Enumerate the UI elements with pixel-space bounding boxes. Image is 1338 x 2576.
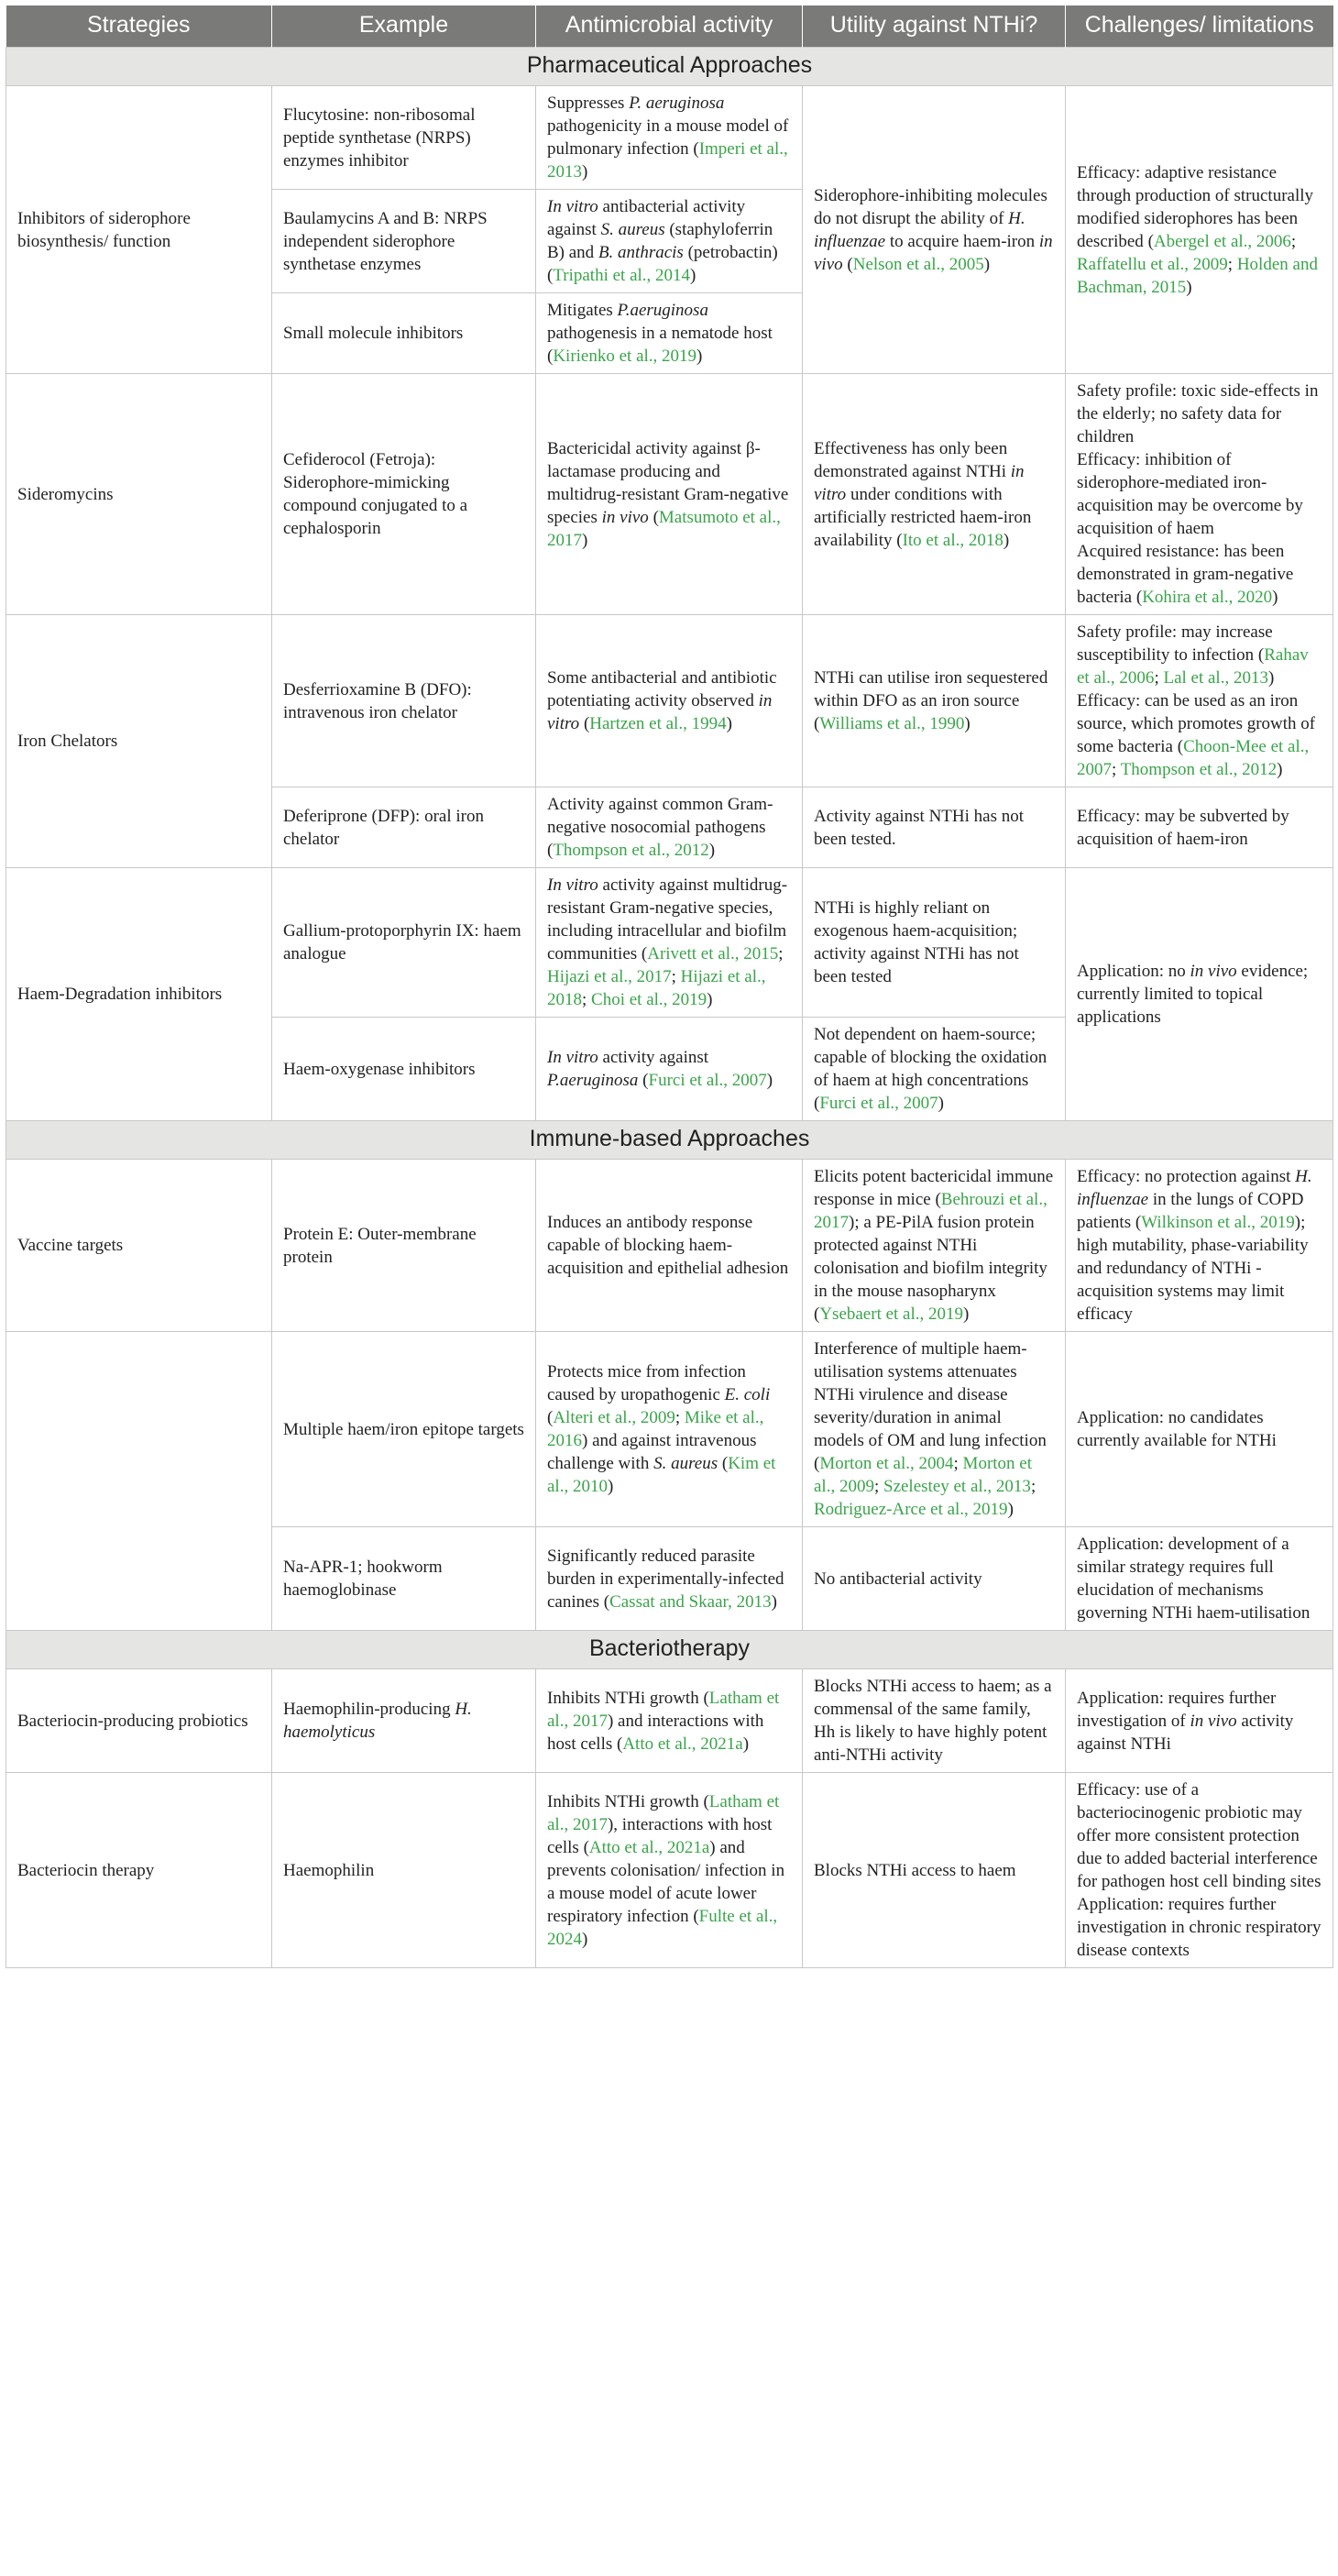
- challenge-cell: Efficacy: may be subverted by acquisition of haem-iron: [1066, 787, 1333, 868]
- reference-link[interactable]: Furci et al., 2007: [648, 1071, 767, 1090]
- example-cell: Flucytosine: non-ribosomal peptide synthetase (NRPS) enzymes inhibitor: [272, 86, 536, 190]
- example-cell: Haemophilin-producing H. haemolyticus: [272, 1669, 536, 1773]
- challenge-cell: Efficacy: use of a bacteriocinogenic probiotic may offer more consistent protection due to added bacterial interference for pathogen host cell binding sites Application: requires further investigation in chronic respiratory disease contexts: [1066, 1773, 1333, 1968]
- challenge-cell: Safety profile: toxic side-effects in the elderly; no safety data for children Efficacy: inhibition of siderophore-mediated iron-acquisition may be overcome by acquisition of haem Acquired resistance: has been demonstrated in gram-negative bacteria (Kohira et al., 2020): [1066, 374, 1333, 615]
- reference-link[interactable]: Ito et al., 2018: [902, 530, 1004, 550]
- utility-cell: Elicits potent bactericidal immune response in mice (Behrouzi et al., 2017); a PE-PilA fusion protein protected against NTHi colonisation and biofilm integrity in the mouse nasopharynx (Ysebaert et al., 2019): [803, 1160, 1066, 1332]
- strategy-cell: Bacteriocin therapy: [6, 1773, 272, 1968]
- reference-link[interactable]: Nelson et al., 2005: [852, 254, 984, 274]
- strategy-cell-empty: [6, 1332, 272, 1631]
- activity-cell: Suppresses P. aeruginosa pathogenicity in a mouse model of pulmonary infection (Imperi et al., 2013): [536, 86, 803, 190]
- utility-cell: Siderophore-inhibiting molecules do not disrupt the ability of H. influenzae to acquire haem-iron in vivo (Nelson et al., 2005): [803, 86, 1066, 374]
- utility-cell: Blocks NTHi access to haem: [803, 1773, 1066, 1968]
- reference-link[interactable]: Fulte et al., 2024: [547, 1906, 778, 1949]
- table-row: [6, 1773, 1333, 1968]
- activity-cell: Activity against common Gram-negative nosocomial pathogens (Thompson et al., 2012): [536, 787, 803, 868]
- reference-link[interactable]: Szelestey et al., 2013: [883, 1477, 1031, 1496]
- challenge-cell: Application: no in vivo evidence; currently limited to topical applications: [1066, 868, 1333, 1121]
- reference-link[interactable]: Raffatellu et al., 2009: [1077, 254, 1228, 274]
- reference-link[interactable]: Morton et al., 2004: [819, 1454, 954, 1473]
- table-row: [6, 1669, 1333, 1773]
- utility-cell: Not dependent on haem-source; capable of blocking the oxidation of haem at high concentrations (Furci et al., 2007): [803, 1018, 1066, 1121]
- reference-link[interactable]: Latham et al., 2017: [547, 1688, 780, 1731]
- strategies-table: [5, 6, 1333, 1968]
- reference-link[interactable]: Kohira et al., 2020: [1142, 588, 1273, 607]
- utility-cell: Blocks NTHi access to haem; as a commensal of the same family, Hh is likely to have highly potent anti-NTHi activity: [803, 1669, 1066, 1773]
- activity-cell: Bactericidal activity against β-lactamase producing and multidrug-resistant Gram-negative species in vivo (Matsumoto et al., 2017): [536, 374, 803, 615]
- challenge-cell: Efficacy: no protection against H. influenzae in the lungs of COPD patients (Wilkinson et al., 2019); high mutability, phase-variability and redundancy of NTHi -acquisition systems may limit efficacy: [1066, 1160, 1333, 1332]
- reference-link[interactable]: Matsumoto et al., 2017: [547, 507, 781, 550]
- table-row: [6, 86, 1333, 190]
- reference-link[interactable]: Hijazi et al., 2017: [547, 967, 672, 986]
- activity-cell: Inhibits NTHi growth (Latham et al., 2017), interactions with host cells (Atto et al., 2021a) and prevents colonisation/ infection in a mouse model of acute lower respiratory infection (Fulte et al., 2024): [536, 1773, 803, 1968]
- reference-link[interactable]: Atto et al., 2021a: [588, 1837, 710, 1857]
- reference-link[interactable]: Choon-Mee et al., 2007: [1077, 737, 1310, 779]
- challenge-cell: Efficacy: adaptive resistance through production of structurally modified siderophores has been described (Abergel et al., 2006; Raffatellu et al., 2009; Holden and Bachman, 2015): [1066, 86, 1333, 374]
- header-utility: Utility against NTHi?: [803, 6, 1066, 48]
- activity-cell: Some antibacterial and antibiotic potentiating activity observed in vitro (Hartzen et al., 1994): [536, 615, 803, 787]
- reference-link[interactable]: Imperi et al., 2013: [547, 139, 788, 182]
- strategy-cell: Sideromycins: [6, 374, 272, 615]
- activity-cell: Protects mice from infection caused by uropathogenic E. coli (Alteri et al., 2009; Mike et al., 2016) and against intravenous challenge with S. aureus (Kim et al., 2010): [536, 1332, 803, 1527]
- example-cell: Baulamycins A and B: NRPS independent siderophore synthetase enzymes: [272, 190, 536, 293]
- reference-link[interactable]: Kirienko et al., 2019: [553, 347, 697, 366]
- utility-cell: Effectiveness has only been demonstrated against NTHi in vitro under conditions with artificially restricted haem-iron availability (Ito et al., 2018): [803, 374, 1066, 615]
- table-row: [6, 1160, 1333, 1332]
- table-row: [6, 1332, 1333, 1527]
- reference-link[interactable]: Choi et al., 2019: [591, 990, 707, 1009]
- example-cell: Cefiderocol (Fetroja): Siderophore-mimicking compound conjugated to a cephalosporin: [272, 374, 536, 615]
- header-strategies: Strategies: [6, 6, 272, 48]
- section-pharmaceutical: Pharmaceutical Approaches: [6, 48, 1333, 86]
- reference-link[interactable]: Lal et al., 2013: [1163, 668, 1268, 688]
- example-cell: Haem-oxygenase inhibitors: [272, 1018, 536, 1121]
- challenge-cell: Application: development of a similar strategy requires full elucidation of mechanisms governing NTHi haem-utilisation: [1066, 1527, 1333, 1631]
- reference-link[interactable]: Behrouzi et al., 2017: [814, 1190, 1047, 1232]
- utility-cell: No antibacterial activity: [803, 1527, 1066, 1631]
- strategy-cell: Bacteriocin-producing probiotics: [6, 1669, 272, 1773]
- example-cell: Haemophilin: [272, 1773, 536, 1968]
- activity-cell: In vitro activity against P.aeruginosa (Furci et al., 2007): [536, 1018, 803, 1121]
- reference-link[interactable]: Hijazi et al., 2018: [547, 967, 766, 1009]
- utility-cell: Interference of multiple haem-utilisation systems attenuates NTHi virulence and disease severity/duration in animal models of OM and lung infection (Morton et al., 2004; Morton et al., 2009; Szelestey et al., 2013; Rodriguez-Arce et al., 2019): [803, 1332, 1066, 1527]
- reference-link[interactable]: Williams et al., 1990: [819, 714, 965, 733]
- activity-cell: Induces an antibody response capable of blocking haem-acquisition and epithelial adhesion: [536, 1160, 803, 1332]
- header-antimicrobial-activity: Antimicrobial activity: [536, 6, 803, 48]
- example-cell: Multiple haem/iron epitope targets: [272, 1332, 536, 1527]
- reference-link[interactable]: Arivett et al., 2015: [647, 944, 779, 963]
- header-example: Example: [272, 6, 536, 48]
- example-cell: Protein E: Outer-membrane protein: [272, 1160, 536, 1332]
- reference-link[interactable]: Thompson et al., 2012: [553, 841, 709, 860]
- reference-link[interactable]: Rahav et al., 2006: [1077, 645, 1309, 688]
- header-challenges: Challenges/ limitations: [1066, 6, 1333, 48]
- example-cell: Gallium-protoporphyrin IX: haem analogue: [272, 868, 536, 1018]
- reference-link[interactable]: Atto et al., 2021a: [622, 1734, 743, 1754]
- example-cell: Deferiprone (DFP): oral iron chelator: [272, 787, 536, 868]
- reference-link[interactable]: Thompson et al., 2012: [1120, 760, 1278, 779]
- strategy-cell: Inhibitors of siderophore biosynthesis/ function: [6, 86, 272, 374]
- reference-link[interactable]: Latham et al., 2017: [547, 1791, 780, 1834]
- utility-cell: Activity against NTHi has not been tested.: [803, 787, 1066, 868]
- challenge-cell: Application: no candidates currently available for NTHi: [1066, 1332, 1333, 1527]
- activity-cell: Inhibits NTHi growth (Latham et al., 2017) and interactions with host cells (Atto et al., 2021a): [536, 1669, 803, 1773]
- utility-cell: NTHi can utilise iron sequestered within DFO as an iron source (Williams et al., 1990): [803, 615, 1066, 787]
- challenge-cell: Safety profile: may increase susceptibility to infection (Rahav et al., 2006; Lal et al., 2013) Efficacy: can be used as an iron source, which promotes growth of some bacteria (Choon-Mee et al., 2007; Thompson et al., 2012): [1066, 615, 1333, 787]
- table-row: [6, 374, 1333, 615]
- reference-link[interactable]: Holden and Bachman, 2015: [1077, 254, 1318, 297]
- activity-cell: In vitro antibacterial activity against S. aureus (staphyloferrin B) and B. anthracis (petrobactin) (Tripathi et al., 2014): [536, 190, 803, 293]
- header-row: [6, 6, 1333, 48]
- reference-link[interactable]: Wilkinson et al., 2019: [1141, 1213, 1295, 1232]
- reference-link[interactable]: Cassat and Skaar, 2013: [609, 1591, 772, 1612]
- reference-link[interactable]: Furci et al., 2007: [819, 1094, 938, 1113]
- challenge-cell: Application: requires further investigation of in vivo activity against NTHi: [1066, 1669, 1333, 1773]
- section-bacteriotherapy: Bacteriotherapy: [6, 1631, 1333, 1669]
- strategy-cell: Iron Chelators: [6, 615, 272, 868]
- table-row: [6, 615, 1333, 787]
- activity-cell: Significantly reduced parasite burden in experimentally-infected canines (Cassat and Skaar, 2013): [536, 1527, 803, 1631]
- reference-link[interactable]: Ysebaert et al., 2019: [819, 1305, 964, 1324]
- reference-link[interactable]: Hartzen et al., 1994: [589, 714, 727, 733]
- strategy-cell: Haem-Degradation inhibitors: [6, 868, 272, 1121]
- reference-link[interactable]: Rodriguez-Arce et al., 2019: [814, 1500, 1008, 1519]
- activity-cell: In vitro activity against multidrug-resistant Gram-negative species, including intracellular and biofilm communities (Arivett et al., 2015; Hijazi et al., 2017; Hijazi et al., 2018; Choi et al., 2019): [536, 868, 803, 1018]
- activity-cell: Mitigates P.aeruginosa pathogenesis in a nematode host (Kirienko et al., 2019): [536, 293, 803, 374]
- example-cell: Desferrioxamine B (DFO): intravenous iron chelator: [272, 615, 536, 787]
- example-cell: Na-APR-1; hookworm haemoglobinase: [272, 1527, 536, 1631]
- table-row: [6, 868, 1333, 1018]
- strategy-cell: Vaccine targets: [6, 1160, 272, 1332]
- reference-link[interactable]: Kim et al., 2010: [547, 1454, 776, 1496]
- reference-link[interactable]: Tripathi et al., 2014: [553, 266, 691, 285]
- utility-cell: NTHi is highly reliant on exogenous haem-acquisition; activity against NTHi has not been tested: [803, 868, 1066, 1018]
- reference-link[interactable]: Mike et al., 2016: [547, 1408, 764, 1450]
- reference-link[interactable]: Morton et al., 2009: [814, 1454, 1033, 1496]
- section-immune: Immune-based Approaches: [6, 1121, 1333, 1160]
- reference-link[interactable]: Alteri et al., 2009: [553, 1408, 675, 1427]
- example-cell: Small molecule inhibitors: [272, 293, 536, 374]
- reference-link[interactable]: Abergel et al., 2006: [1153, 231, 1291, 251]
